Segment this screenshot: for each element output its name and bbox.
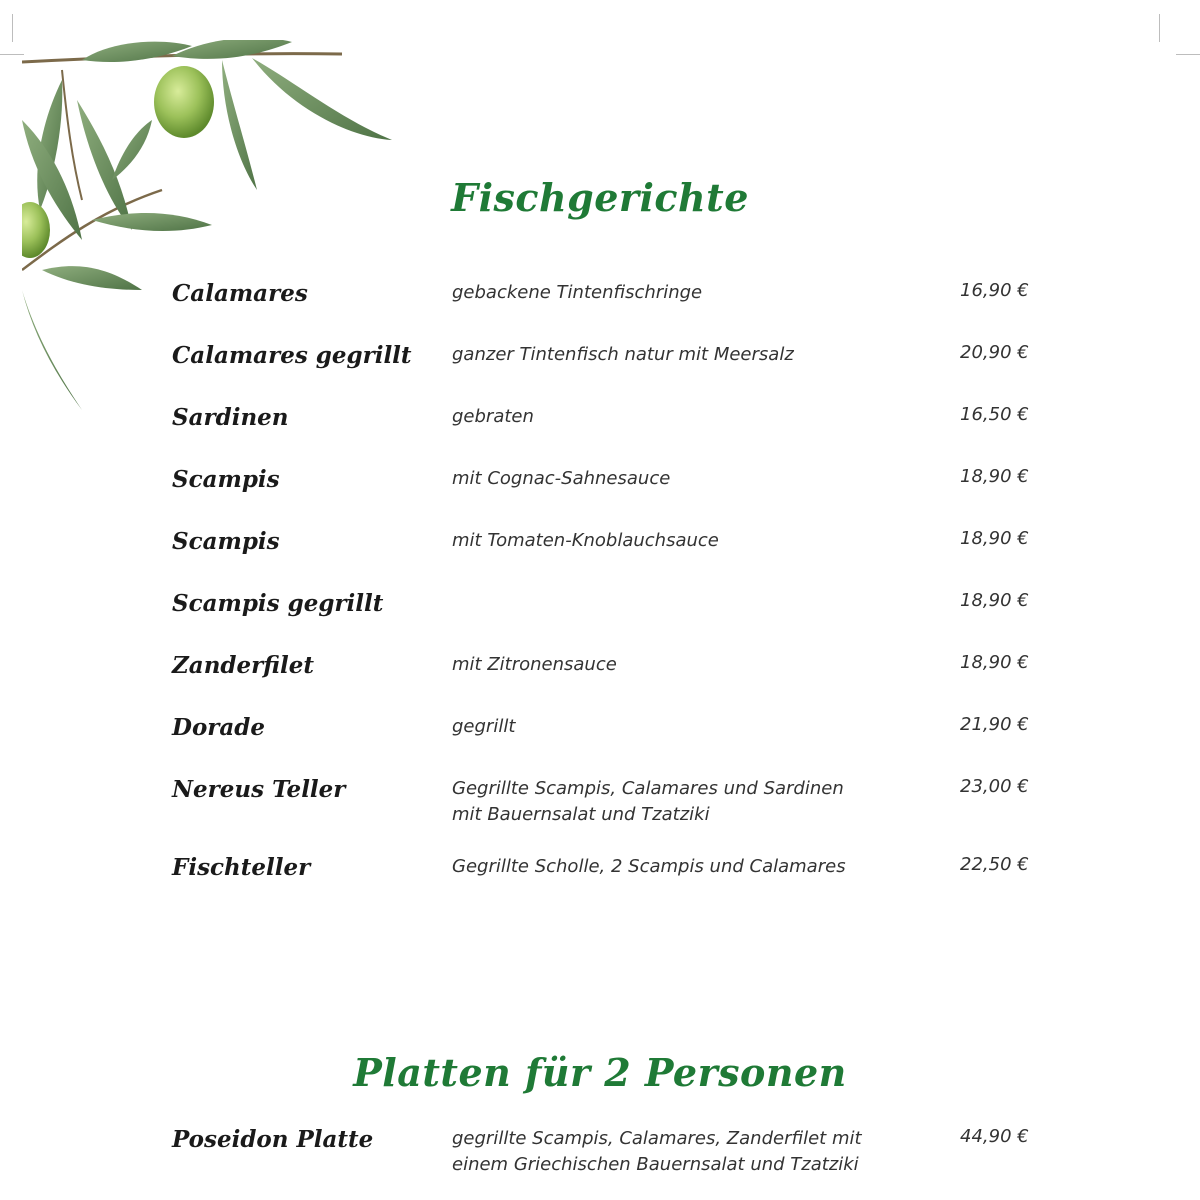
menu-item — [0, 714, 1200, 774]
dish-description — [452, 466, 872, 492]
dish-price: 44,90 € — [960, 1126, 1029, 1147]
crop-mark-right-horizontal — [1176, 54, 1200, 55]
dish-name: Scampis gegrillt — [172, 590, 384, 617]
dish-name: Nereus Teller — [172, 776, 346, 803]
dish-description — [452, 404, 872, 430]
dish-name: Fischteller — [172, 854, 311, 881]
dish-name: Zanderfilet — [172, 652, 314, 679]
dish-price: 18,90 € — [960, 652, 1029, 673]
menu-item — [0, 590, 1200, 650]
dish-name: Sardinen — [172, 404, 289, 431]
dish-description — [452, 776, 872, 828]
dish-name: Calamares gegrillt — [172, 342, 412, 369]
dish-description-line: gebackene Tintenfischringe — [452, 282, 703, 303]
dish-description — [452, 854, 872, 880]
dish-description-line: gebraten — [452, 406, 534, 427]
dish-description-line: mit Bauernsalat und Tzatziki — [452, 804, 710, 825]
dish-price: 23,00 € — [960, 776, 1029, 797]
crop-mark-left-horizontal — [0, 54, 24, 55]
dish-price: 16,90 € — [960, 280, 1029, 301]
menu-item — [0, 652, 1200, 712]
crop-mark-right-vertical — [1159, 14, 1160, 42]
dish-description — [452, 714, 872, 740]
dish-price: 21,90 € — [960, 714, 1029, 735]
dish-description-line: mit Tomaten-Knoblauchsauce — [452, 530, 719, 551]
section-title-fischgerichte: Fischgerichte — [451, 175, 749, 220]
dish-name: Scampis — [172, 528, 280, 555]
dish-name: Dorade — [172, 714, 266, 741]
dish-description — [452, 652, 872, 678]
dish-description — [452, 528, 872, 554]
dish-description-line: gegrillt — [452, 716, 516, 737]
dish-price: 16,50 € — [960, 404, 1029, 425]
dish-description-line: Gegrillte Scampis, Calamares und Sardinen — [452, 778, 844, 799]
menu-item — [0, 1126, 1200, 1186]
crop-mark-left-vertical — [12, 14, 13, 42]
section-title-platten: Platten für 2 Personen — [353, 1050, 847, 1095]
dish-description-line: Gegrillte Scholle, 2 Scampis und Calamares — [452, 856, 846, 877]
dish-description-line: mit Zitronensauce — [452, 654, 617, 675]
menu-item — [0, 528, 1200, 588]
dish-name: Poseidon Platte — [172, 1126, 374, 1153]
dish-description — [452, 342, 872, 368]
menu-item — [0, 342, 1200, 402]
dish-price: 18,90 € — [960, 590, 1029, 611]
menu-item — [0, 854, 1200, 914]
dish-price: 20,90 € — [960, 342, 1029, 363]
menu-item — [0, 776, 1200, 836]
dish-description — [452, 1126, 872, 1178]
dish-price: 18,90 € — [960, 528, 1029, 549]
dish-name: Calamares — [172, 280, 308, 307]
menu-item — [0, 404, 1200, 464]
dish-description-line: gegrillte Scampis, Calamares, Zanderfilet mit — [452, 1128, 862, 1149]
dish-price: 18,90 € — [960, 466, 1029, 487]
dish-description — [452, 280, 872, 306]
dish-price: 22,50 € — [960, 854, 1029, 875]
dish-description-line: einem Griechischen Bauernsalat und Tzatziki — [452, 1154, 859, 1175]
menu-item — [0, 280, 1200, 340]
dish-description-line: ganzer Tintenfisch natur mit Meersalz — [452, 344, 794, 365]
dish-description-line: mit Cognac-Sahnesauce — [452, 468, 671, 489]
dish-name: Scampis — [172, 466, 280, 493]
menu-item — [0, 466, 1200, 526]
